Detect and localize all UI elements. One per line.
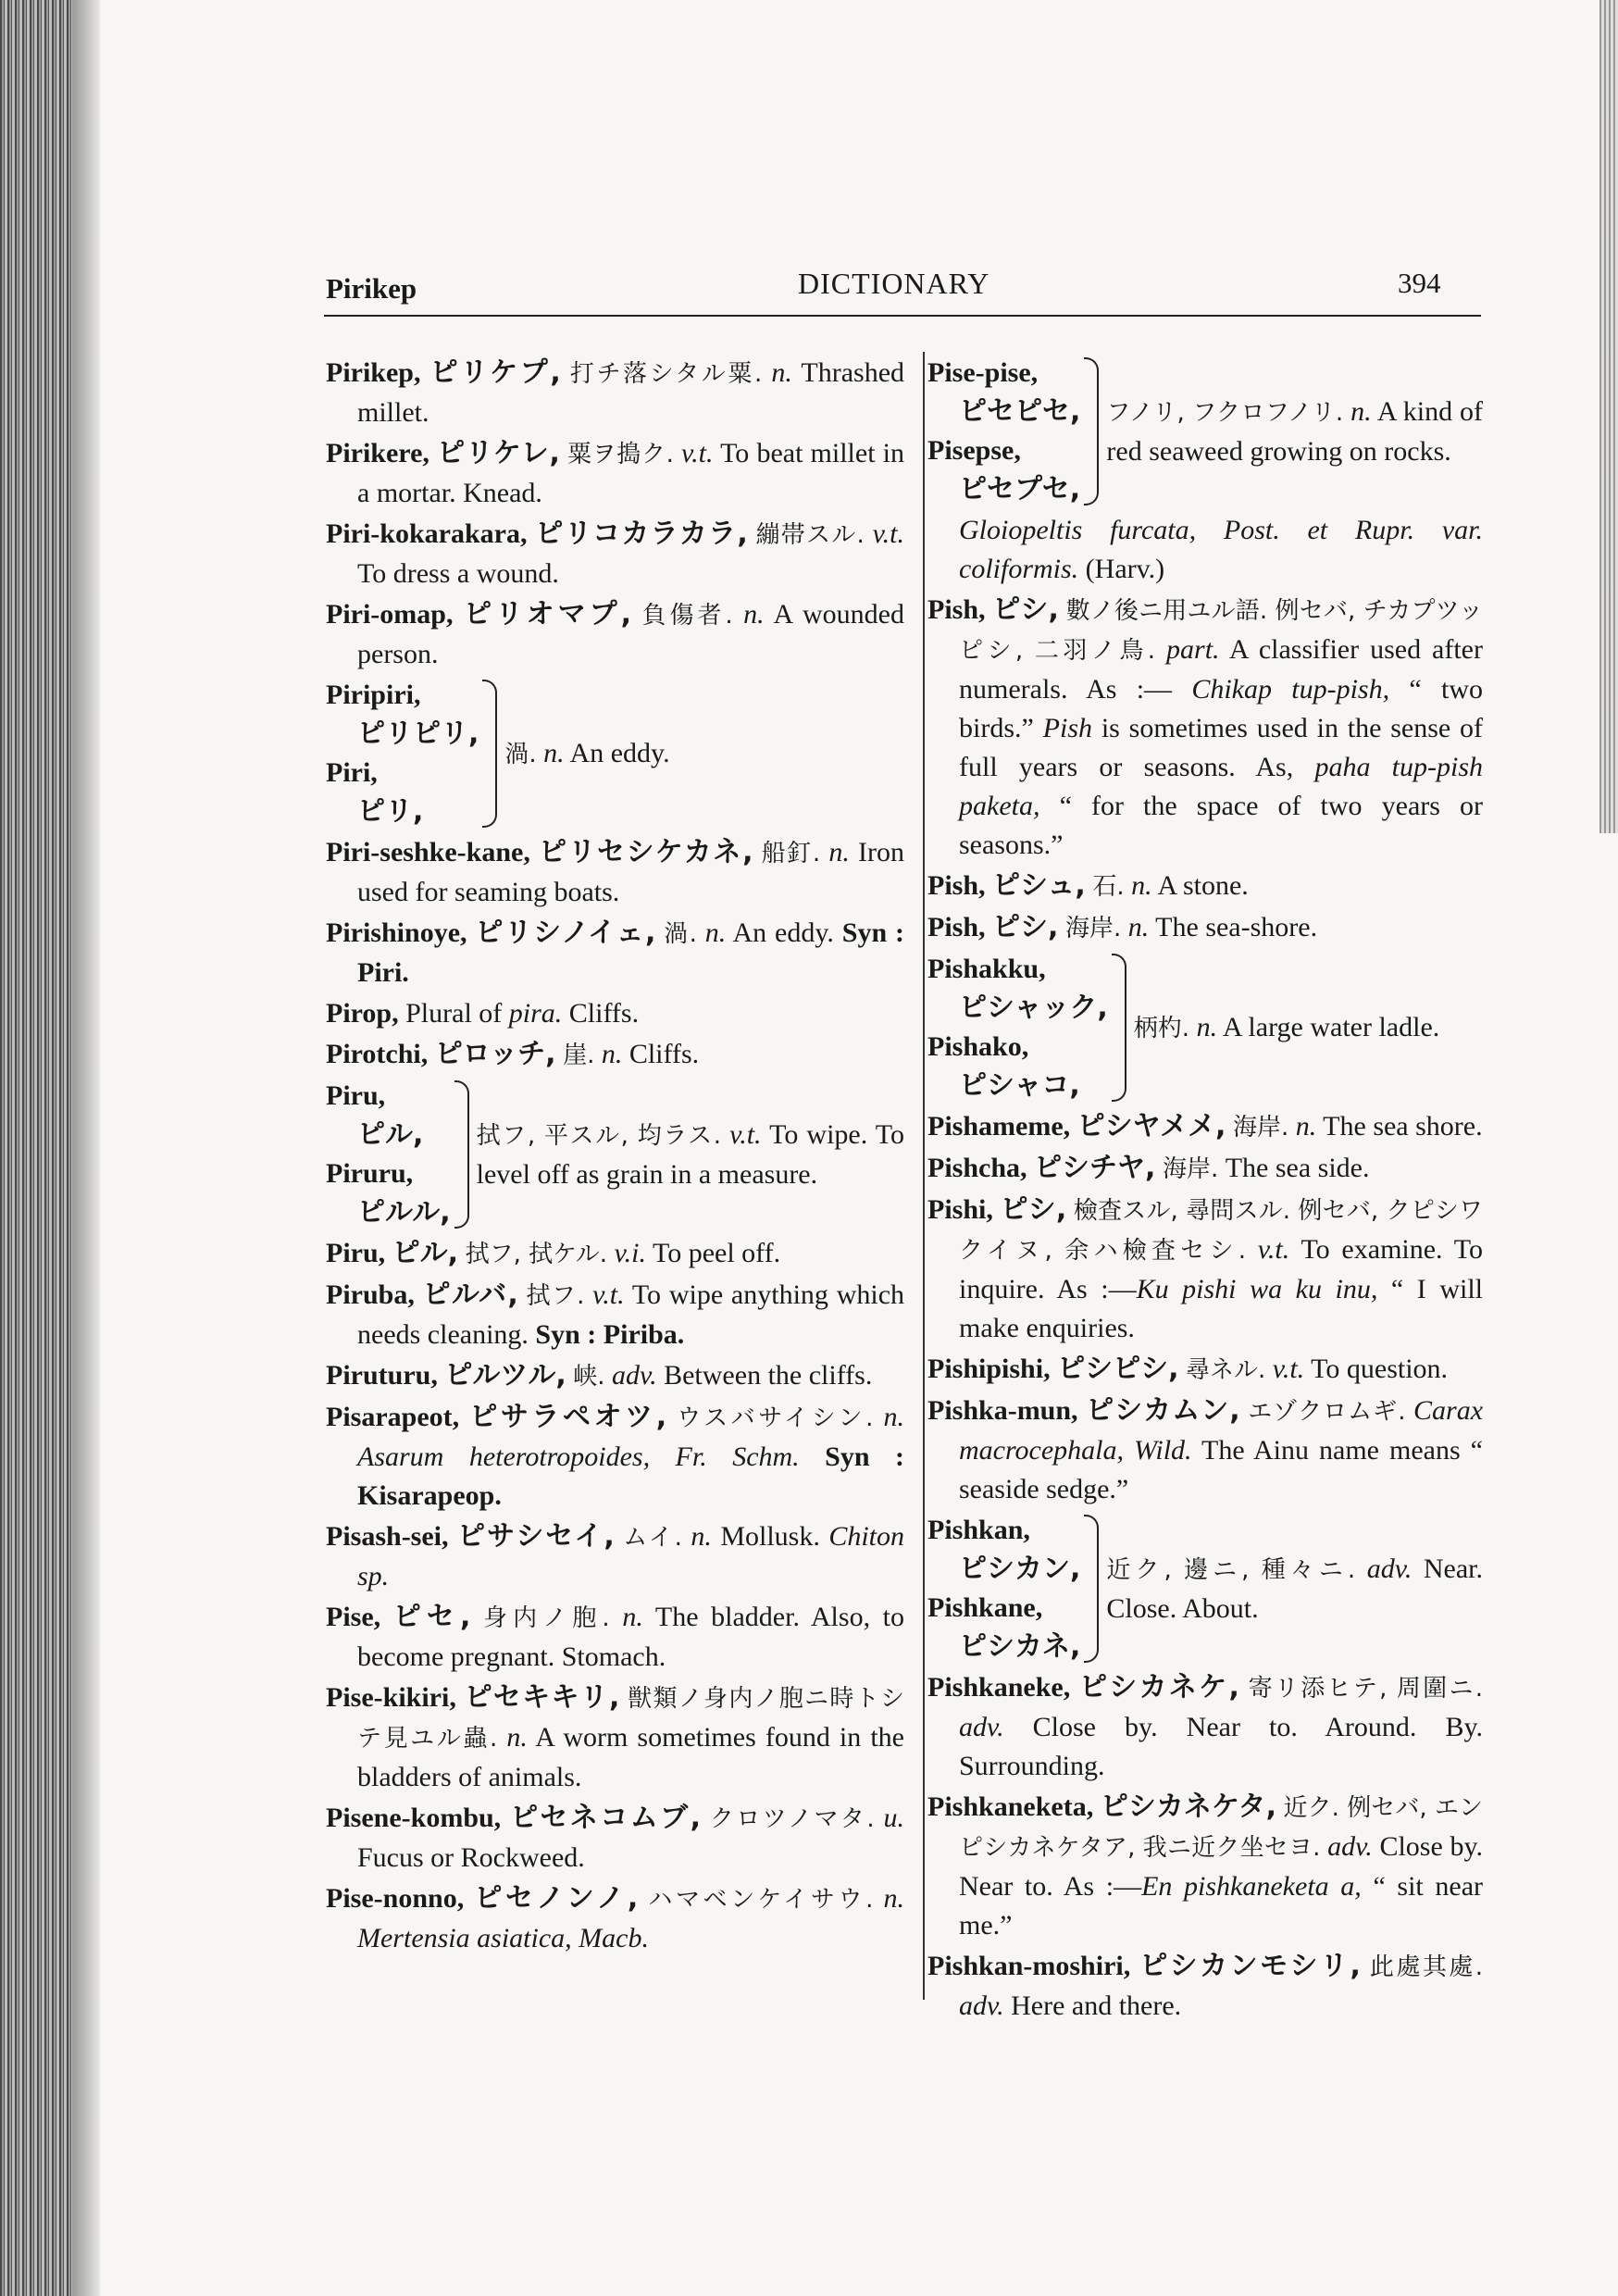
scan-shadow — [72, 0, 100, 2296]
dictionary-entry: Piri-omap, ピリオマプ, 負傷者. n. A wounded person. — [326, 598, 904, 669]
dictionary-entry: Piri-kokarakara, ピリコカラカラ, 繃帯スル. v.t. To dress a wound. — [326, 518, 904, 589]
grouped-entry: Pishakku, ピシャック, Pishako, ピシャコ, 柄杓. n. A large water ladle. — [927, 954, 1440, 1102]
right-column — [927, 354, 1483, 2028]
scan-binding-edge — [0, 0, 72, 2296]
grouped-entry: Piru, ピル, Piruru, ピルル, 拭フ, 平スル, 均ラス. v.t. To wipe. To level off as grain in a measure. — [326, 1080, 905, 1229]
dictionary-entry: Pirotchi, ピロッチ, 崖. n. Cliffs. — [326, 1038, 700, 1070]
dictionary-entry: Pisene-kombu, ピセネコムブ, クロツノマタ. u. Fucus or Rockweed. — [326, 1802, 905, 1873]
dictionary-entry: Pisash-sei, ピサシセイ, ムイ. n. Mollusk. Chiton sp. — [326, 1520, 904, 1591]
page-header — [326, 267, 1474, 313]
scan-right-edge — [1599, 0, 1618, 833]
dictionary-entry: Pishameme, ピシヤメメ, 海岸. n. The sea shore. — [927, 1110, 1483, 1142]
dictionary-entry: Pishkaneketa, ピシカネケタ, 近ク. 例セバ, エンピシカネケタア, 我ニ近ク坐セヨ. adv. Close by. Near to. As :—En pishkaneketa a, “ sit near me.” — [927, 1791, 1484, 1940]
brace — [1084, 1515, 1099, 1663]
dictionary-entry: Piri-seshke-kane, ピリセシケカネ, 船釘. n. Iron used for seaming boats. — [326, 836, 904, 907]
header-rule — [324, 315, 1481, 317]
dictionary-entry: Pishkaneke, ピシカネケ, 寄リ添ヒテ, 周圍ニ. adv. Close by. Near to. Around. By. Surrounding. — [927, 1671, 1484, 1781]
dictionary-entry: Piruturu, ピルツル, 峡. adv. Between the cliffs. — [326, 1359, 873, 1391]
header-title: DICTIONARY — [798, 267, 990, 300]
dictionary-entry: Pise-nonno, ピセノンノ, ハマベンケイサウ. n. Mertensia asiatica, Macb. — [326, 1882, 905, 1953]
dictionary-entry: Pish, ピシュ, 石. n. A stone. — [927, 869, 1249, 902]
dictionary-entry: Pishkan-moshiri, ピシカンモシリ, 此處其處. adv. Here and there. — [927, 1950, 1484, 2021]
dictionary-entry: Piruba, ピルバ, 拭フ. v.t. To wipe anything which needs cleaning. Syn : Piriba. — [326, 1279, 905, 1350]
brace — [454, 1080, 469, 1229]
brace — [482, 680, 497, 828]
brace — [1084, 357, 1099, 505]
running-head: Pirikep — [326, 272, 417, 305]
left-column — [326, 354, 904, 1960]
dictionary-entry: Pirop, Plural of pira. Cliffs. — [326, 998, 640, 1029]
dictionary-entry: Pishi, ピシ, 檢査スル, 尋問スル. 例セバ, クピシワクイヌ, 余ハ檢査セシ. v.t. To examine. To inquire. As :—Ku pishi wa ku inu, “ I will make enquiries. — [927, 1193, 1484, 1343]
grouped-entry: Pise-pise, ピセピセ, Pisepse, ピセプセ, フノリ, フクロフノリ. n. A kind of red seaweed growing on rocks. — [927, 357, 1483, 505]
grouped-entry: Pishkan, ピシカン, Pishkane, ピシカネ, 近ク, 邊ニ, 種々ニ. adv. Near. Close. About. — [927, 1515, 1484, 1663]
dictionary-entry: Pishipishi, ピシピシ, 尋ネル. v.t. To question. — [927, 1353, 1449, 1385]
dictionary-entry: Pirikere, ピリケレ, 粟ヲ搗ク. v.t. To beat millet in a mortar. Knead. — [326, 437, 905, 508]
dictionary-entry: Piru, ピル, 拭フ, 拭ケル. v.i. To peel off. — [326, 1237, 781, 1269]
dictionary-entry: Pishka-mun, ピシカムン, エゾクロムギ. Carax macrocephala, Wild. The Ainu name means “ seaside sedge.” — [927, 1394, 1484, 1504]
dictionary-entry: Pishcha, ピシチヤ, 海岸. The sea side. — [927, 1152, 1370, 1184]
dictionary-entry: Pirikep, ピリケプ, 打チ落シタル粟. n. Thrashed millet. — [326, 356, 905, 428]
dictionary-entry: Pish, ピシ, 數ノ後ニ用ユル語. 例セバ, チカプツッピシ, 二羽ノ鳥. part. A classifier used after numerals. As :— Chikap tup-pish, “ two birds.” Pish is sometimes used in the sense of full years or seasons. As, paha tup-pish paketa, “ for the space of two years or seasons.” — [927, 593, 1484, 860]
entry-continuation: Gloiopeltis furcata, Post. et Rupr. var. coliformis. (Harv.) — [959, 515, 1483, 584]
dictionary-entry: Pise, ピセ, 身内ノ胞. n. The bladder. Also, to become pregnant. Stomach. — [326, 1601, 905, 1672]
column-divider — [923, 352, 925, 2000]
page-number: 394 — [1398, 267, 1441, 299]
brace — [1112, 954, 1126, 1102]
dictionary-entry: Pisarapeot, ピサラペオツ, ウスバサイシン. n. Asarum heterotropoides, Fr. Schm. Syn : Kisarapeop. — [326, 1401, 905, 1511]
dictionary-entry: Pirishinoye, ピリシノイェ, 渦. n. An eddy. Syn : Piri. — [326, 917, 904, 988]
dictionary-entry: Pish, ピシ, 海岸. n. The sea-shore. — [927, 911, 1318, 943]
dictionary-entry: Pise-kikiri, ピセキキリ, 獣類ノ身内ノ胞ニ時トシテ見ユル蟲. n. A worm sometimes found in the bladders of animals. — [326, 1681, 904, 1792]
grouped-entry: Piripiri, ピリピリ, Piri, ピリ, 渦. n. An eddy. — [326, 680, 670, 828]
